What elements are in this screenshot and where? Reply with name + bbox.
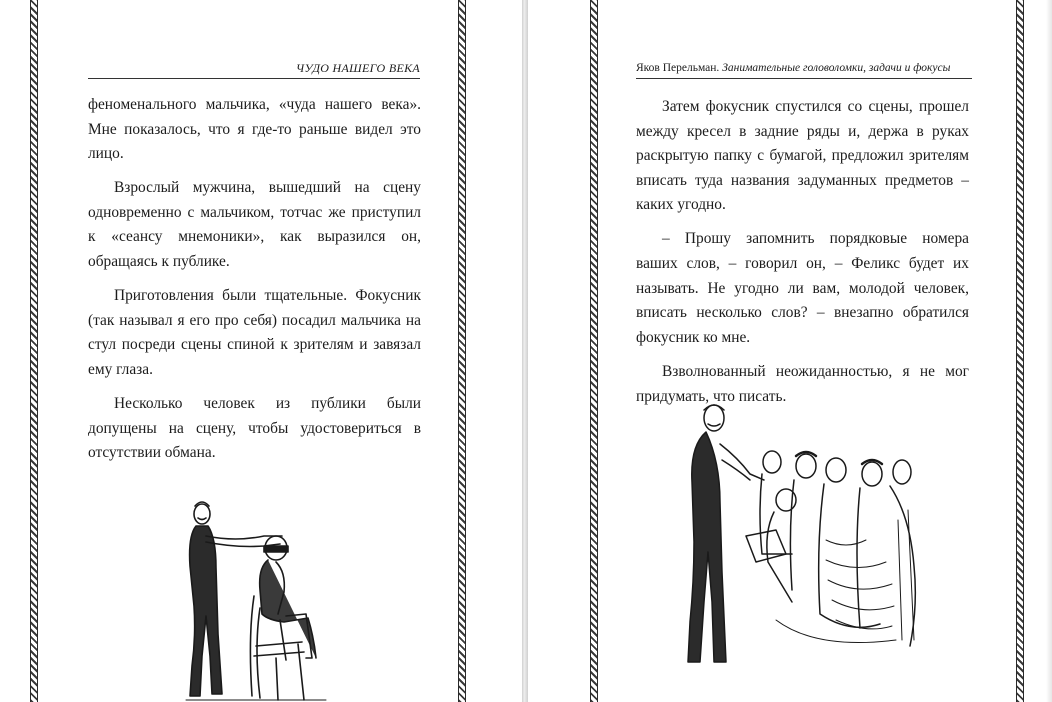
right-page-text <box>636 95 969 419</box>
left-page <box>0 0 522 702</box>
right-page-header <box>636 58 972 79</box>
paragraph: Приготовления были тщательные. Фокусник (так называл я его про себя) посадил мальчика на стул посреди сцены спиной к зрителям и завязал ему глаза. <box>88 287 421 378</box>
right-page-inner-border <box>590 0 598 702</box>
paragraph: Взрослый мужчина, вышедший на сцену одновременно с мальчиком, тотчас же приступил к «сеансу мнемоники», как выразился он, обращаясь к публике. <box>88 179 421 271</box>
illustration-magician-blindfolding-boy <box>176 496 330 702</box>
paragraph: Затем фокусник спустился со сцены, прошел между кресел в задние ряды и, держа в руках раскрытую папку с бумагой, предложил зрителям вписать туда названия задуманных предметов – каких угодно. <box>636 98 969 214</box>
left-page-inner-border <box>458 0 466 702</box>
paragraph: феноменального мальчика, «чуда нашего века». Мне показалось, что я где-то раньше видел это лицо. <box>88 96 421 163</box>
left-page-outer-border <box>30 0 38 702</box>
paragraph: – Прошу запомнить порядковые номера ваших слов, – говорил он, – Феликс будет их называть. Не угодно ли вам, молодой человек, вписать несколько слов? – внезапно обратился фокусник ко мне. <box>636 230 969 346</box>
paragraph: Несколько человек из публики были допущены на сцену, чтобы удостовериться в отсутствии обмана. <box>88 395 421 462</box>
left-page-text <box>88 93 421 475</box>
page-edge <box>1046 0 1052 702</box>
header-author: Яков Перельман. <box>636 62 720 74</box>
left-page-header: ЧУДО НАШЕГО ВЕКА <box>88 58 420 79</box>
illustration-magician-with-audience <box>676 400 932 672</box>
header-book-title: Занимательные головоломки, задачи и фокусы <box>722 62 951 74</box>
right-page-outer-border <box>1016 0 1024 702</box>
paragraph: Взволнованный неожиданностью, я не мог придумать, что писать. <box>636 362 969 405</box>
